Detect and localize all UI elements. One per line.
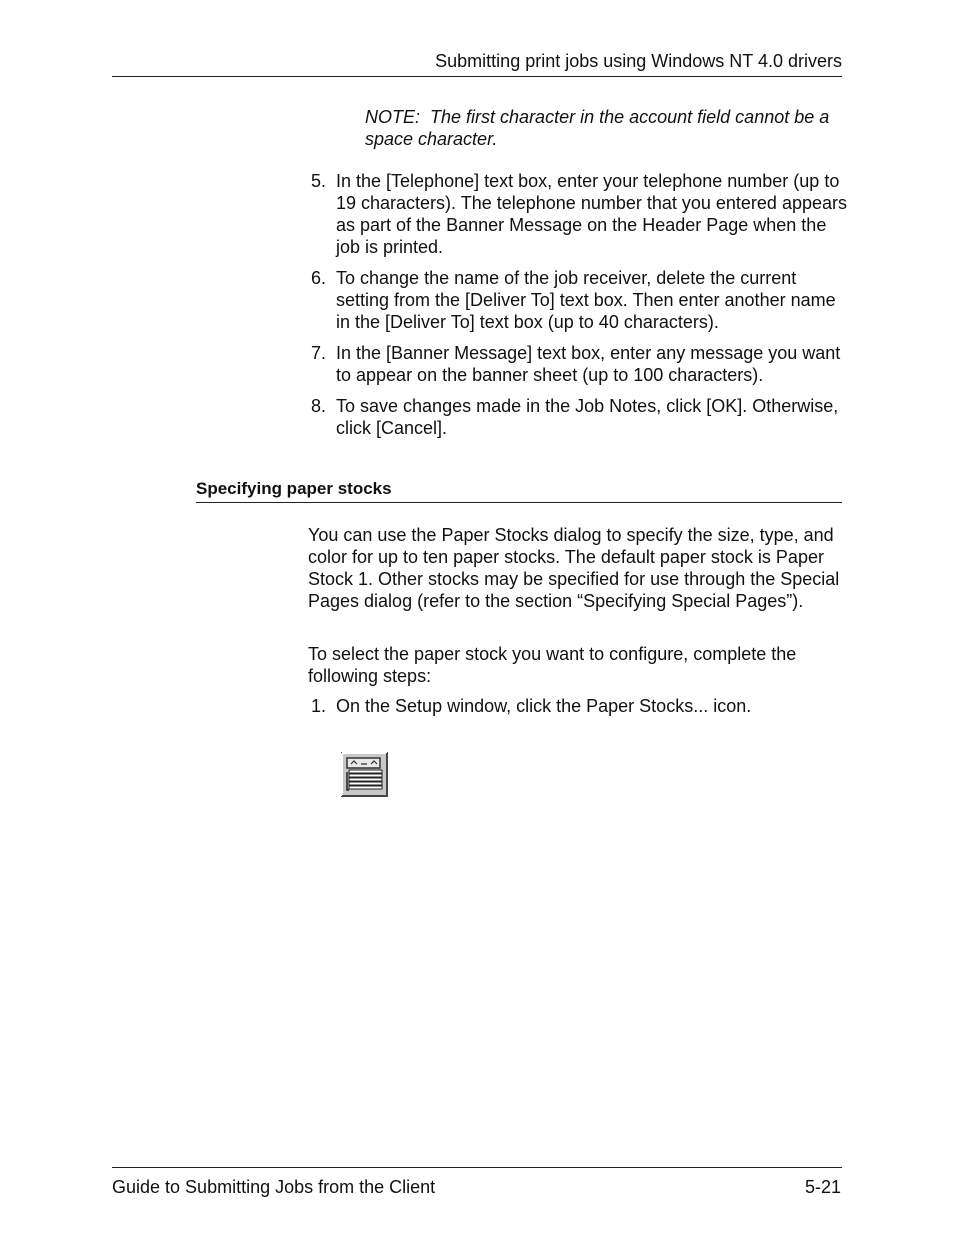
step-number: 5. [311,171,327,191]
list-item [308,695,848,717]
section-paragraph: You can use the Paper Stocks dialog to specify the size, type, and color for up to ten paper stocks. The default paper stock is Paper Stock 1. Other stocks may be specified for use through the Special Pages dialog (refer to the section “Specifying Special Pages”). [308,525,840,611]
list-item [308,342,848,386]
step-number: 7. [311,343,327,363]
step-number: 8. [311,396,327,416]
steps-list-top [308,170,848,448]
step-text: In the [Telephone] text box, enter your telephone number (up to 19 characters). The telephone number that you entered appears as part of the Banner Message on the Header Page when the job is printed. [336,171,847,257]
step-text: On the Setup window, click the Paper Stocks... icon. [336,696,752,716]
footer-title: Guide to Submitting Jobs from the Client [112,1177,436,1197]
page-number: 5-21 [804,1177,841,1197]
header-rule [112,76,842,77]
note-label: NOTE: [365,107,421,127]
section-rule [196,502,842,503]
note-text: The first character in the account field cannot be a space character. [365,107,830,149]
section-paragraph: To select the paper stock you want to configure, complete the following steps: [308,644,797,686]
paper-stocks-icon[interactable] [341,752,388,797]
steps-list-section [308,695,848,726]
running-header: Submitting print jobs using Windows NT 4.0 drivers [435,51,842,71]
step-number: 6. [311,268,327,288]
step-text: In the [Banner Message] text box, enter any message you want to appear on the banner sheet (up to 100 characters). [336,343,841,385]
list-item [308,170,848,258]
list-item [308,267,848,333]
section-heading: Specifying paper stocks [196,479,392,498]
list-item [308,395,848,439]
footer-rule [112,1167,842,1168]
note [365,106,845,150]
step-number: 1. [311,696,327,716]
step-text: To change the name of the job receiver, delete the current setting from the [Deliver To] text box. Then enter another name in the [Deliver To] text box (up to 40 characters). [336,268,836,332]
step-text: To save changes made in the Job Notes, click [OK]. Otherwise, click [Cancel]. [336,396,839,438]
